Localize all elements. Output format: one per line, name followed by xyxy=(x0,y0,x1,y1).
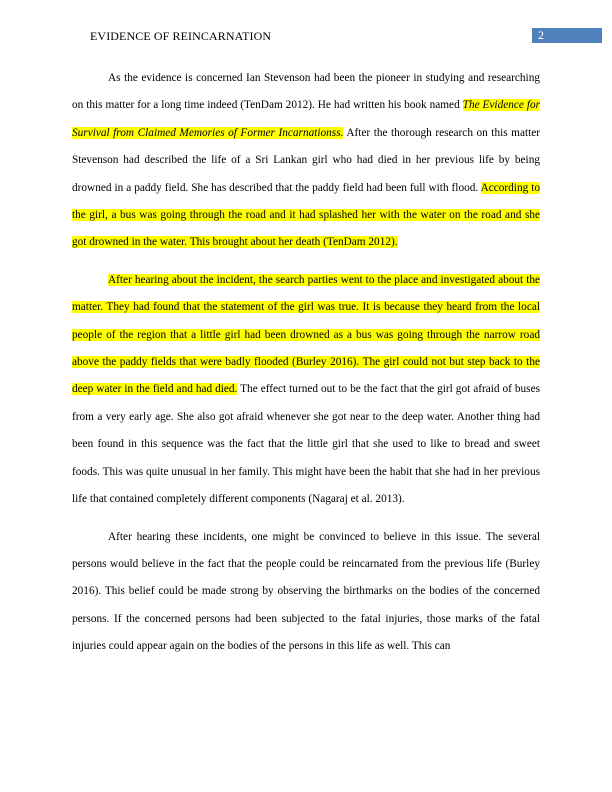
paragraph-3 xyxy=(72,524,540,661)
paragraph-3-text: After hearing these incidents, one might be convinced to believe in this issue. The several persons would believe in the fact that the people could be reincarnated from the previous life (Burley 2016). This belief could be made strong by observing the birthmarks on the bodies of the concerned persons. If the concerned persons had been subjected to the fatal injuries, those marks of the fatal injuries could appear again on the bodies of the persons in this life as well. This can xyxy=(72,530,540,653)
paragraph-1-highlight: According to the girl, a bus was going through the road and it had splashed her with the water on the road and she got drowned in the water. This brought about her death (TenDam 2012). xyxy=(72,181,540,249)
paragraph-2 xyxy=(72,267,540,514)
paragraph-1 xyxy=(72,65,540,257)
paragraph-1-text-c: After the thorough research on this matter Stevenson had described the life of a Sri Lankan girl who had died in her previous life by being drowned in a paddy field. She has described that the paddy field had been full with flood. xyxy=(72,126,541,194)
book-title-highlight: The Evidence for Survival from Claimed Memories of Former Incarnationss. xyxy=(72,99,541,139)
paragraph-2-text-b: The effect turned out to be the fact that the girl got afraid of buses from a very early age. She also got afraid whenever she got near to the deep water. Another thing had been found in this sequence was the fact that the little girl that she used to like to bread and sweet foods. This was quite unusual in her family. This might have been the habit that she had in her previous life that contained completely different components (Nagaraj et al. 2013). xyxy=(72,383,540,506)
document-body xyxy=(72,65,540,671)
paragraph-2-highlight: After hearing about the incident, the search parties went to the place and investigated about the matter. They had found that the statement of the girl was true. It is because they heard from the local people of the region that a little girl had been drowned as a bus was going through the narrow road above the paddy fields that were badly flooded (Burley 2016). The girl could not but step back to the deep water in the field and had died. xyxy=(72,273,540,396)
running-header-title: EVIDENCE OF REINCARNATION xyxy=(90,29,272,43)
page-number-badge: 2 xyxy=(532,28,602,43)
paragraph-1-text-a: As the evidence is concerned Ian Stevenson had been the pioneer in studying and researching on this matter for a long time indeed (TenDam 2012). He had written his book named xyxy=(72,72,540,112)
